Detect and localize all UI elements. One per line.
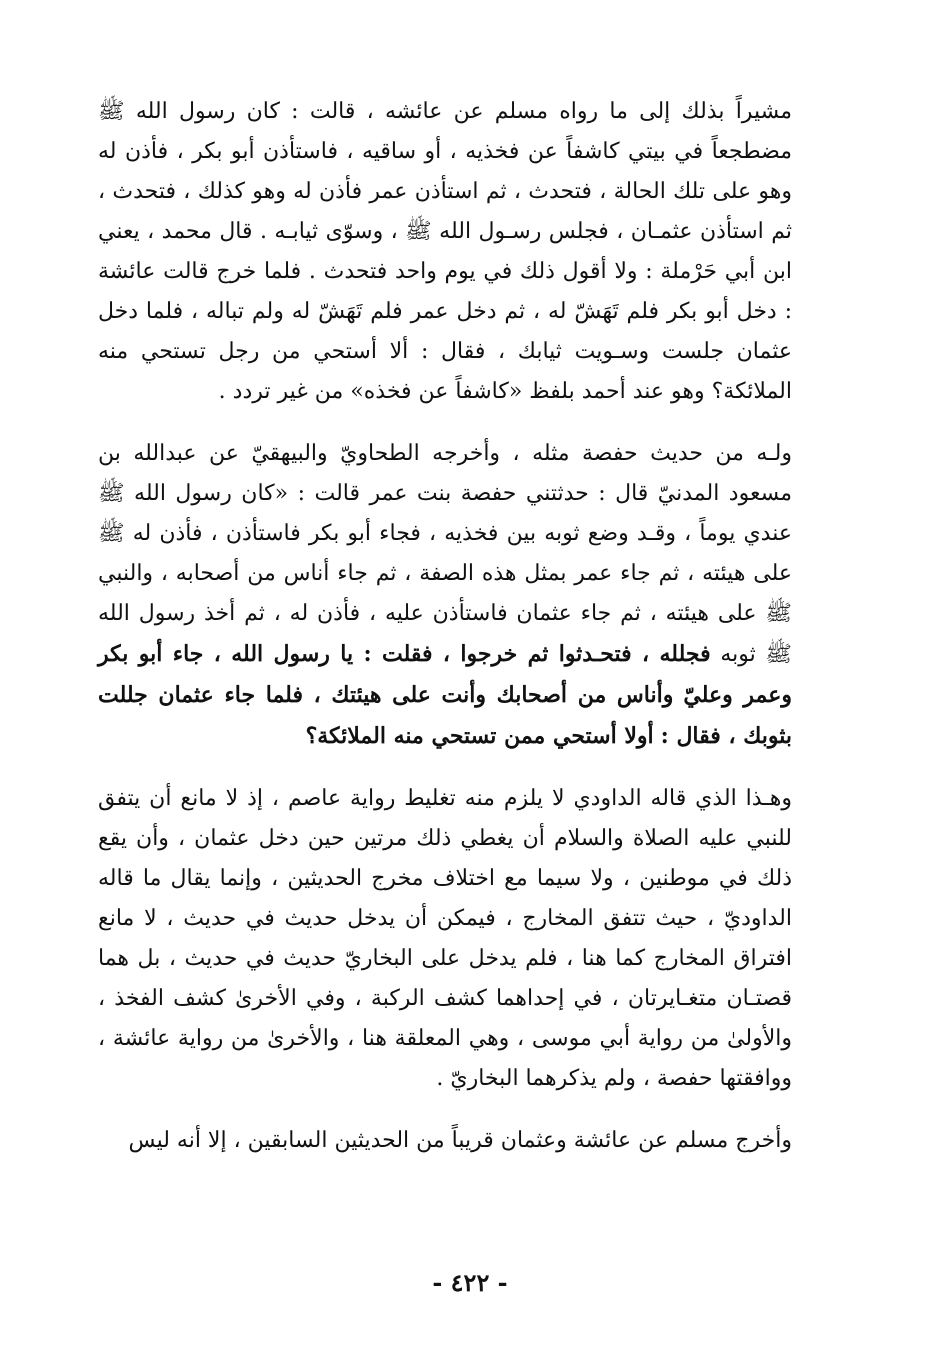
text-line: مشيراً بذلك إلى ما رواه مسلم عن عائشه ، قالت : كان رسول الله ﷺ مضطجعاً	[98, 99, 792, 164]
paragraph	[98, 92, 792, 412]
text-line: الحالة ، فتحدث ، ثم استأذن عمر فأذن له وهو كذلك ، فتحدث ، ثم استأذن	[98, 179, 792, 244]
page-number: - ٤٢٢ -	[432, 1268, 508, 1297]
text-line: ولـه من حديث حفصة مثله ، وأخرجه الطحاويّ والبيهقيّ عن عبدالله بن	[98, 441, 792, 466]
text-line: في بيتي كاشفاً عن فخذيه ، أو ساقيه ، فاستأذن أبو بكر ، فأذن له وهو على تلك	[98, 139, 792, 204]
paragraph	[98, 434, 792, 757]
text-line: مسعود المدنيّ قال : حدثتني حفصة بنت عمر قالت : «كان رسول الله ﷺ عندي	[98, 481, 792, 546]
text-line: على هيئته ، ثم جاء عثمان فاستأذن عليه ، فأذن له ، ثم أخذ رسول الله ﷺ ثوبه	[98, 601, 793, 667]
text-line: افتراق المخارج كما هنا ، فلم يدخل على البخاريّ حديث في حديث ، بل هما	[98, 946, 792, 971]
text-line: أولا أستحي ممن تستحي منه الملائكة؟	[305, 723, 654, 749]
paragraph	[98, 779, 792, 1099]
text-line: حَرْملة : ولا أقول ذلك في يوم واحد فتحدث . فلما خرج قالت عائشة : دخل أبو	[98, 259, 793, 324]
text-line: فجلله ، فتحـدثوا ثم خرجوا ، فقلت : يا رسول الله ، جاء أبو بكر وعمر وعليّ	[98, 641, 793, 708]
text-line: وهـذا الذي قاله الداودي لا يلزم منه تغليط رواية عاصم ، إذ لا مانع أن يتفق	[98, 786, 792, 811]
body-text	[98, 92, 792, 1161]
text-line: وأخرج مسلم عن عائشة وعثمان قريباً من الحديثين السابقين ، إلا أنه ليس	[128, 1128, 792, 1153]
text-line: وأناس من أصحابك وأنت على هيئتك ، فلما جاء عثمان جللت بثوبك ، فقال :	[98, 682, 792, 749]
text-line: والأولىٰ من رواية أبي موسى ، وهي المعلقة هنا ، والأخرىٰ من رواية عائشة ،	[98, 1026, 792, 1051]
text-line: بكر فلم تَهَشّ له ، ثم دخل عمر فلم تَهَشّ له ولم تباله ، فلما دخل عثمان جلست	[98, 299, 792, 364]
text-line: وسـويت ثيابك ، فقال : ألا أستحي من رجل تستحي منه الملائكة؟ وهو عند	[98, 339, 792, 404]
text-line: للنبي عليه الصلاة والسلام أن يغطي ذلك مرتين حين دخل عثمان ، وأن يقع	[98, 826, 792, 851]
text-line: عثمـان ، فجلس رسـول الله ﷺ ، وسوّى ثيابـه . قال محمد ، يعني ابن أبي	[98, 219, 792, 284]
paragraph	[98, 1121, 792, 1161]
text-line: أحمد بلفظ «كاشفاً عن فخذه» من غير تردد .	[218, 379, 626, 404]
text-line: ووافقتها حفصة ، ولم يذكرهما البخاريّ .	[436, 1066, 792, 1091]
text-line: قصتـان متغـايرتان ، في إحداهما كشف الركبة ، وفي الأخرىٰ كشف الفخذ ،	[98, 986, 792, 1011]
text-line: هيئته ، ثم جاء عمر بمثل هذه الصفة ، ثم جاء أناس من أصحابه ، والنبي ﷺ	[98, 561, 792, 626]
text-line: الداوديّ ، حيث تتفق المخارج ، فيمكن أن يدخل حديث في حديث ، لا مانع	[98, 906, 792, 931]
text-line: ذلك في موطنين ، ولا سيما مع اختلاف مخرج الحديثين ، وإنما يقال ما قاله	[98, 866, 792, 891]
text-line: يوماً ، وقـد وضع ثوبه بين فخذيه ، فجاء أبو بكر فاستأذن ، فأذن له ﷺ على	[98, 521, 792, 586]
